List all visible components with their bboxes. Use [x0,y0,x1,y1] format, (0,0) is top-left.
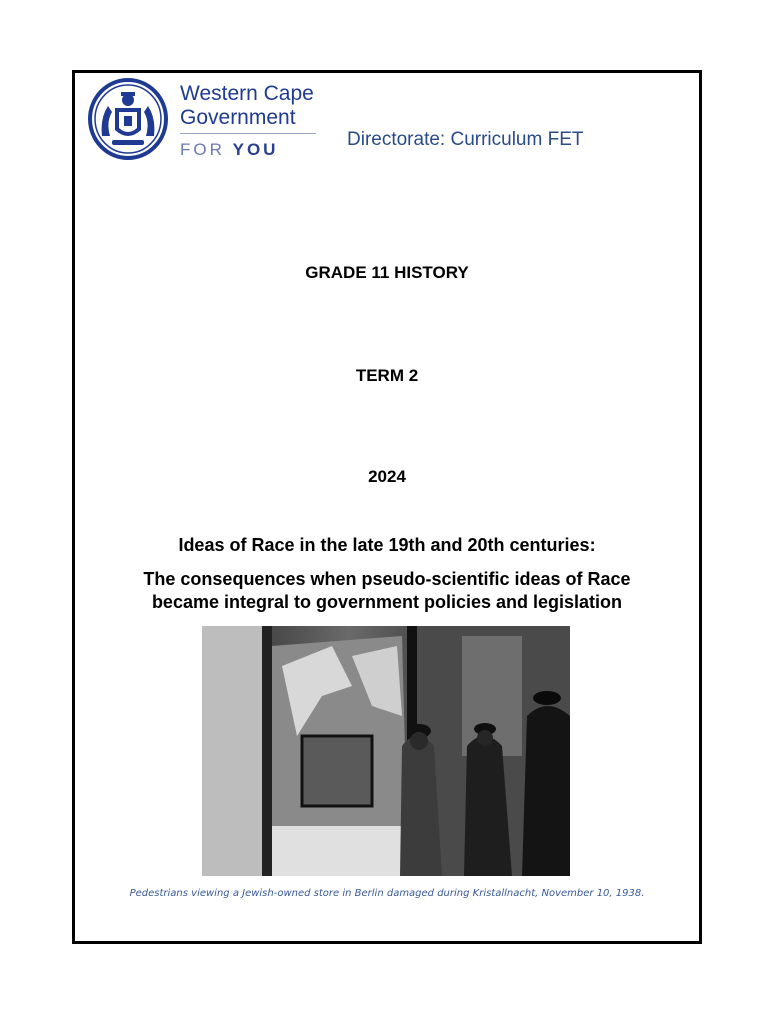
coat-of-arms-logo [88,78,168,160]
organisation-divider [180,133,316,134]
organisation-name [180,82,314,130]
topic-subtitle-line2: became integral to government policies and legislation [151,592,623,612]
tagline-part1: FOR [180,140,225,159]
tagline-part2: YOU [232,140,279,159]
photo-caption: Pedestrians viewing a Jewish-owned store in Berlin damaged during Kristallnacht, November 10, 1938. [129,888,645,899]
tagline [180,140,278,160]
kristallnacht-photo [202,626,570,876]
topic-subtitle [75,568,699,614]
grade-heading: GRADE 11 HISTORY [305,263,469,282]
topic-subtitle-line1: The consequences when pseudo-scientific ideas of Race [143,569,631,589]
organisation-name-line1: Western Cape [180,82,314,105]
organisation-name-line2: Government [180,106,296,129]
topic-title: Ideas of Race in the late 19th and 20th centuries: [178,535,596,555]
year-heading: 2024 [368,467,406,486]
directorate-label: Directorate: Curriculum FET [347,129,584,150]
term-heading: TERM 2 [355,366,419,385]
